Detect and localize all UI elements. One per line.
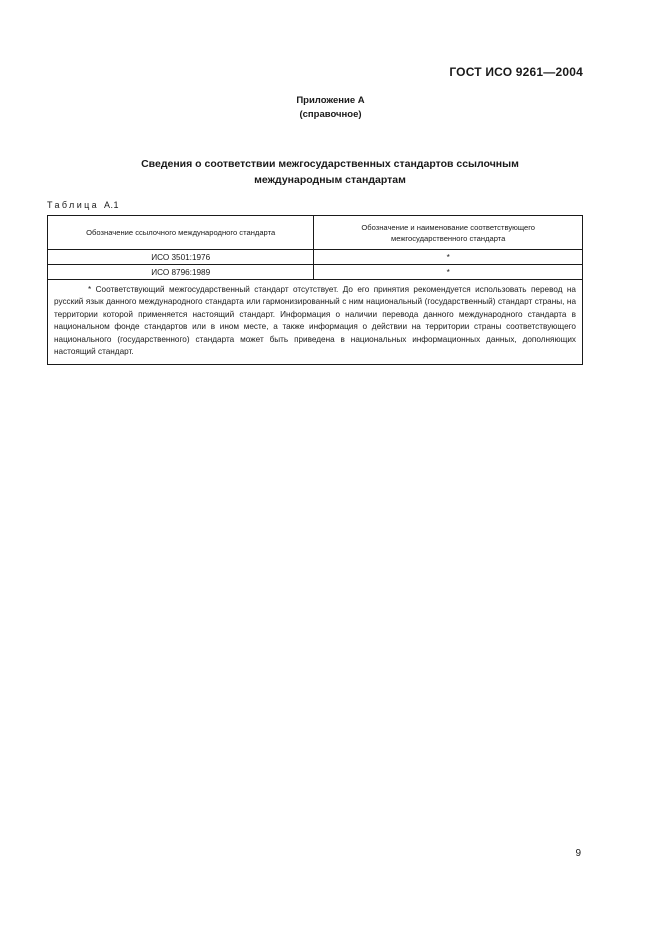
- page-number: 9: [575, 848, 581, 859]
- table-header-row: [48, 216, 583, 250]
- table-footnote-row: [48, 280, 583, 365]
- table-caption-number: А.1: [104, 200, 120, 210]
- table-cell-international: ИСО 3501:1976: [48, 250, 314, 265]
- table-cell-interstate: *: [314, 265, 583, 280]
- section-title-line-1: Сведения о соответствии межгосударственных стандартов ссылочным: [141, 158, 519, 170]
- column-header-interstate-text: Обозначение и наименование соответствующего межгосударственного стандарта: [361, 222, 536, 243]
- standards-table: [47, 215, 583, 365]
- table-row: [48, 265, 583, 280]
- section-title-line-2: международным стандартам: [254, 174, 406, 186]
- appendix-heading: [0, 94, 661, 122]
- table-footnote: * Соответствующий межгосударственный стандарт отсутствует. До его принятия рекомендуется использовать перевод на русский язык данного международного стандарта или гармонизированный с ним национальный (государственный) стандарт страны, на территории которой применяется настоящий стандарт. Информация о наличии перевода данного международного стандарта в национальном фонде стандартов или в ином месте, а также информация о действии на территории страны соответствующего национального (государственного) стандарта может быть приведена в национальных информационных данных, дополняющих настоящий стандарт.: [54, 285, 576, 357]
- column-header-interstate: [314, 216, 583, 250]
- table-row: [48, 250, 583, 265]
- document-code: ГОСТ ИСО 9261—2004: [449, 65, 583, 79]
- column-header-international: Обозначение ссылочного международного стандарта: [48, 216, 314, 250]
- appendix-type: (справочное): [299, 109, 362, 120]
- appendix-label: Приложение А: [296, 95, 365, 106]
- section-title: [60, 156, 600, 188]
- table-caption-label: Таблица: [47, 200, 100, 210]
- table-cell-international: ИСО 8796:1989: [48, 265, 314, 280]
- table-caption: [47, 200, 119, 210]
- table-footnote-cell: [48, 280, 583, 365]
- table-cell-interstate: *: [314, 250, 583, 265]
